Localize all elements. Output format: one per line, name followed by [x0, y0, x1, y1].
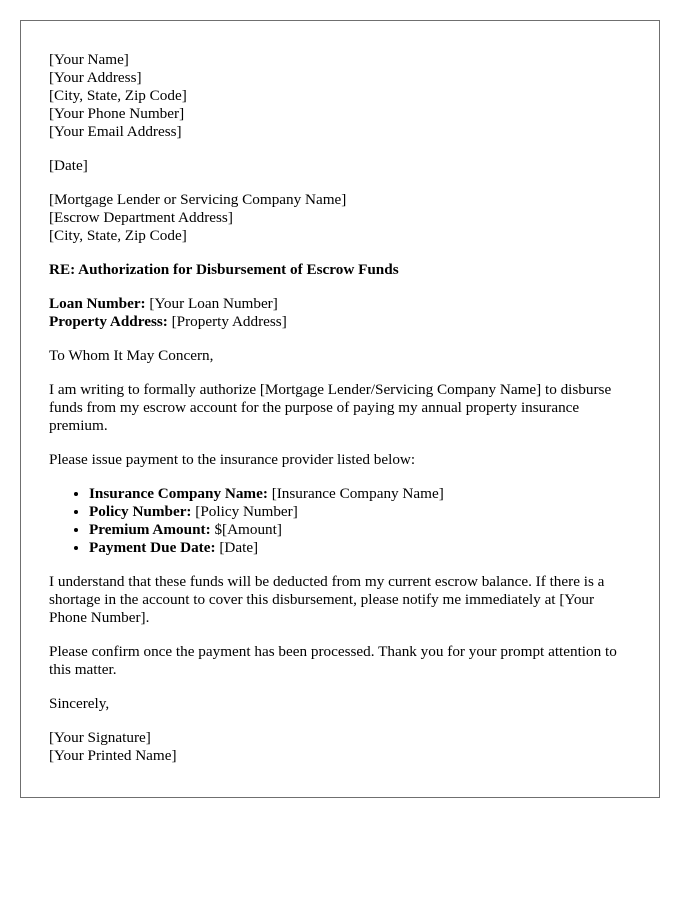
loan-number-value: [Your Loan Number]: [145, 295, 278, 312]
date-text: [Date]: [49, 157, 88, 174]
policy-number-value: [Policy Number]: [191, 503, 298, 520]
payment-details-list: [49, 485, 631, 557]
salutation: To Whom It May Concern,: [49, 347, 214, 364]
list-item-premium-amount: [89, 521, 631, 539]
letter-document: [20, 20, 660, 798]
list-item-insurance-company: [89, 485, 631, 503]
sender-address: [Your Address]: [49, 69, 142, 86]
body-paragraph-authorization: I am writing to formally authorize [Mortgage Lender/Servicing Company Name] to disburse funds from my escrow account for the purpose of paying my annual property insurance premium.: [49, 381, 612, 434]
premium-amount-label: Premium Amount:: [89, 521, 211, 538]
property-address-value: [Property Address]: [167, 313, 287, 330]
subject-line: [49, 261, 631, 279]
body-paragraph-balance: I understand that these funds will be deducted from my current escrow balance. If there is a shortage in the account to cover this disbursement, please notify me immediately at [Your Phone Number].: [49, 573, 605, 626]
sender-name: [Your Name]: [49, 51, 129, 68]
subject-text: RE: Authorization for Disbursement of Escrow Funds: [49, 261, 399, 278]
body-paragraph-confirmation: Please confirm once the payment has been processed. Thank you for your prompt attention to this matter.: [49, 643, 617, 678]
premium-amount-value: $[Amount]: [210, 521, 282, 538]
property-address-label: Property Address:: [49, 313, 168, 330]
printed-name: [Your Printed Name]: [49, 747, 177, 764]
signature-block: [49, 729, 631, 765]
sender-phone: [Your Phone Number]: [49, 105, 185, 122]
sender-email: [Your Email Address]: [49, 123, 182, 140]
closing: Sincerely,: [49, 695, 110, 712]
insurance-company-label: Insurance Company Name:: [89, 485, 268, 502]
sender-city-state-zip: [City, State, Zip Code]: [49, 87, 187, 104]
recipient-department-address: [Escrow Department Address]: [49, 209, 233, 226]
property-address-line: [49, 313, 631, 331]
recipient-info: [49, 191, 631, 245]
payment-due-date-value: [Date]: [215, 539, 259, 556]
insurance-company-value: [Insurance Company Name]: [267, 485, 444, 502]
policy-number-label: Policy Number:: [89, 503, 192, 520]
payment-due-date-label: Payment Due Date:: [89, 539, 216, 556]
recipient-city-state-zip: [City, State, Zip Code]: [49, 227, 187, 244]
signature-line: [Your Signature]: [49, 729, 151, 746]
recipient-company: [Mortgage Lender or Servicing Company Name]: [49, 191, 347, 208]
reference-info: [49, 295, 631, 331]
loan-number-label: Loan Number:: [49, 295, 146, 312]
loan-number-line: [49, 295, 631, 313]
letter-date: [49, 157, 631, 175]
list-item-policy-number: [89, 503, 631, 521]
body-paragraph-instruction: Please issue payment to the insurance provider listed below:: [49, 451, 416, 468]
sender-info: [49, 51, 631, 141]
list-item-payment-due-date: [89, 539, 631, 557]
